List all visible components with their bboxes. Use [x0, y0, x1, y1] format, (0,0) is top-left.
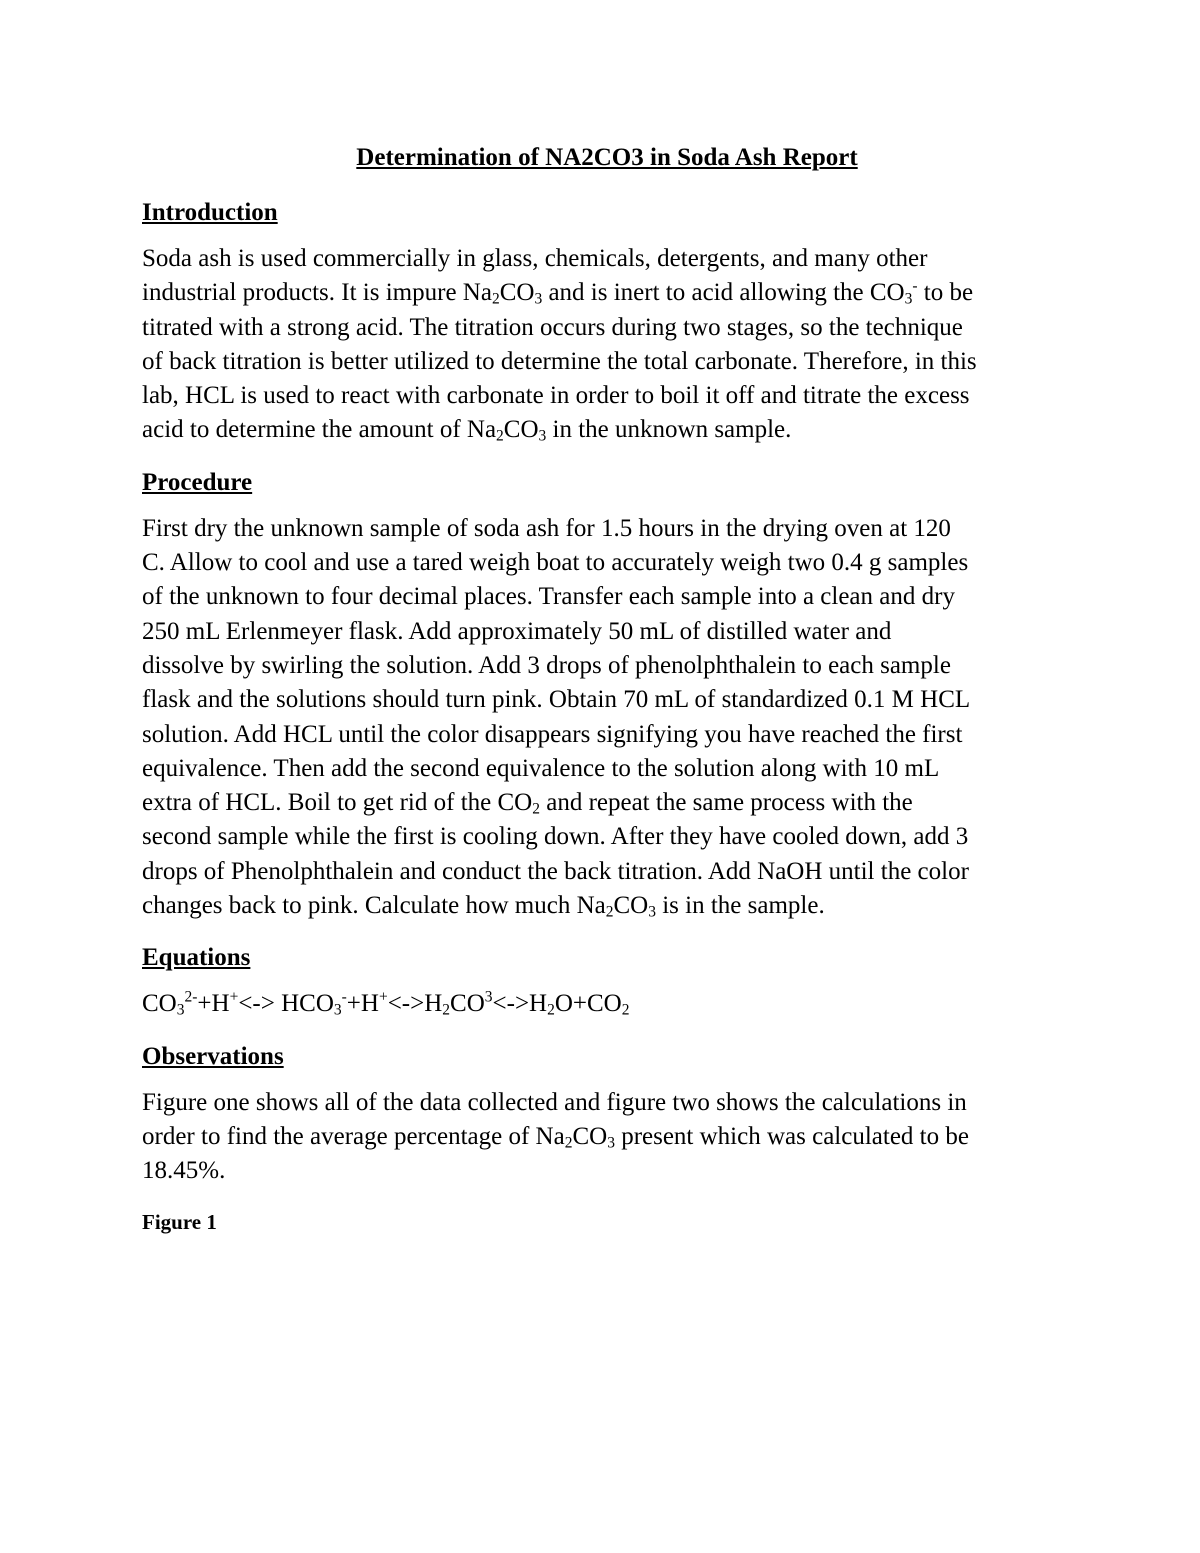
procedure-line-3: of the unknown to four decimal places. Transfer each sample into a clean and dry — [142, 583, 955, 611]
procedure-line-12: changes back to pink. Calculate how much $Na_2CO_3$ is in the sample. — [142, 892, 825, 921]
procedure-line-8: equivalence. Then add the second equivalence to the solution along with 10 mL — [142, 754, 940, 782]
equations-heading: Equations — [142, 944, 251, 972]
procedure-line-2: C. Allow to cool and use a tared weigh boat to accurately weigh two 0.4 g samples — [142, 549, 969, 577]
document-title: Determination of NA2CO3 in Soda Ash Report — [356, 144, 858, 171]
procedure-paragraph — [142, 512, 1072, 924]
observations-line-1: Figure one shows all of the data collected and figure two shows the calculations in — [142, 1088, 967, 1116]
intro-line-3: titrated with a strong acid. The titration occurs during two stages, so the technique — [142, 313, 963, 341]
procedure-line-10: second sample while the first is cooling down. After they have cooled down, add 3 — [142, 823, 969, 851]
intro-line-2: industrial products. It is impure $Na_2CO_3$ and is inert to acid allowing the $CO_3^-$ to be — [142, 278, 974, 308]
figure-1-label: Figure 1 — [142, 1209, 217, 1234]
observations-line-3: 18.45%. — [142, 1157, 226, 1185]
observations-heading: Observations — [142, 1042, 284, 1070]
observations-paragraph — [142, 1086, 1072, 1189]
intro-line-1: Soda ash is used commercially in glass, chemicals, detergents, and many other — [142, 245, 928, 272]
document-body — [142, 138, 1072, 1237]
intro-line-5: lab, HCL is used to react with carbonate in order to boil it off and titrate the excess — [142, 382, 970, 410]
intro-line-4: of back titration is better utilized to determine the total carbonate. Therefore, in this — [142, 347, 977, 375]
procedure-line-4: 250 mL Erlenmeyer flask. Add approximately 50 mL of distilled water and — [142, 617, 892, 645]
observations-line-2: order to find the average percentage of $Na_2CO_3$ present which was calculated to be — [142, 1122, 969, 1152]
intro-line-6: acid to determine the amount of $Na_2CO_3$ in the unknown sample. — [142, 416, 792, 445]
procedure-line-1: First dry the unknown sample of soda ash for 1.5 hours in the drying oven at 120 — [142, 514, 951, 542]
procedure-line-7: solution. Add HCL until the color disappears signifying you have reached the first — [142, 720, 963, 748]
procedure-line-9: extra of HCL. Boil to get rid of the $CO_2$ and repeat the same process with the — [142, 789, 913, 818]
intro-heading: Introduction — [142, 199, 278, 226]
procedure-line-11: drops of Phenolphthalein and conduct the back titration. Add NaOH until the color — [142, 857, 969, 885]
procedure-line-6: flask and the solutions should turn pink. Obtain 70 mL of standardized 0.1 M HCL — [142, 686, 971, 714]
procedure-heading: Procedure — [142, 468, 253, 496]
intro-paragraph — [142, 242, 1072, 448]
equation-line: $CO_3^{2-}+H^+<-> HCO_3^-+H^+<->H_2CO^3<->H_2O+CO_2$ — [142, 989, 630, 1019]
procedure-line-5: dissolve by swirling the solution. Add 3 drops of phenolphthalein to each sample — [142, 651, 951, 679]
